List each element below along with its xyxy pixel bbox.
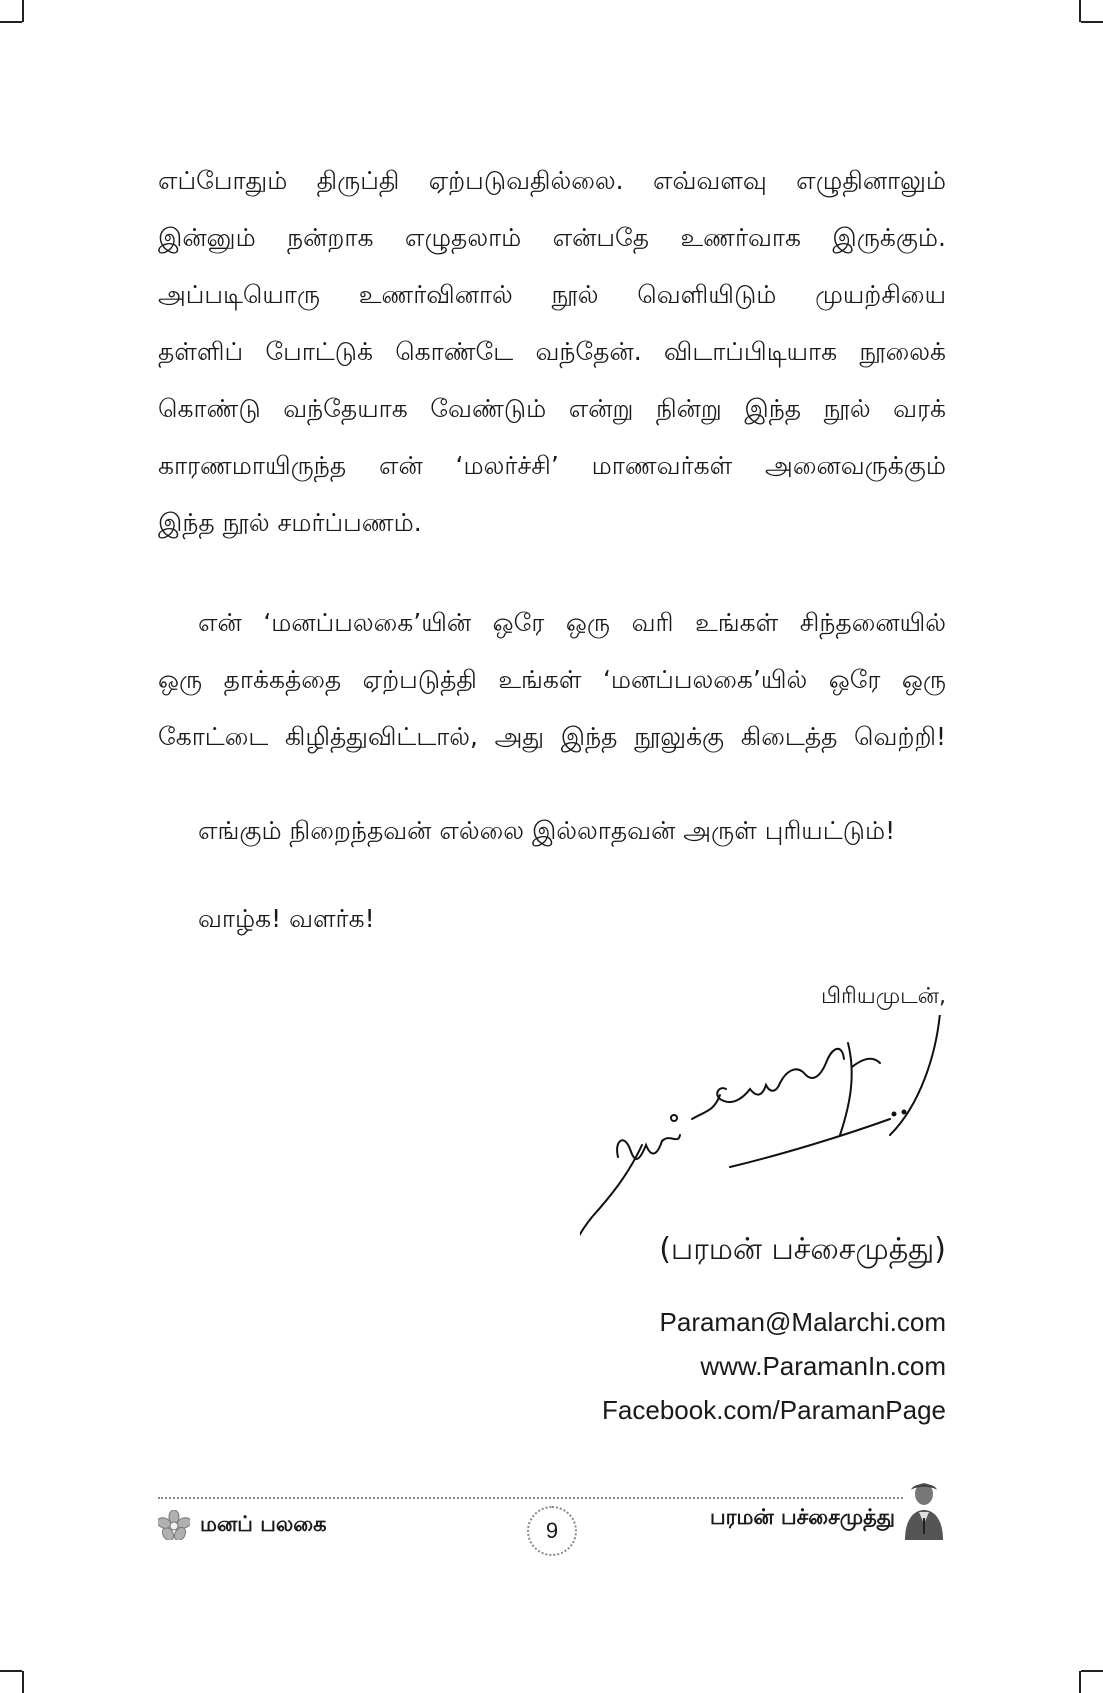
text-line: கொண்டு வந்தேயாக வேண்டும் என்று நின்று இந்த நூல் வரக் — [158, 394, 946, 423]
text-line: அப்படியொரு உணர்வினால் நூல் வெளியிடும் முயற்சியை — [158, 280, 946, 309]
crop-mark-top-right-v — [1079, 0, 1081, 22]
crop-mark-top-right-h — [1081, 21, 1103, 23]
paragraph-4 — [158, 890, 946, 947]
flower-icon — [158, 1510, 190, 1540]
text-line: கோட்டை கிழித்துவிட்டால், அது இந்த நூலுக்கு கிடைத்த வெற்றி! — [158, 722, 946, 751]
text-line: இன்னும் நன்றாக எழுதலாம் என்பதே உணர்வாக இருக்கும். — [158, 223, 946, 252]
text-line: காரணமாயிருந்த என் ‘மலர்ச்சி’ மாணவர்கள் அனைவருக்கும் — [158, 451, 946, 480]
footer-book-title — [158, 1510, 327, 1540]
website-text: www.ParamanIn.com — [700, 1351, 946, 1381]
facebook-text: Facebook.com/ParamanPage — [602, 1395, 946, 1425]
author-name: பரமன் பச்சைமுத்து — [709, 1505, 895, 1529]
text-line: தள்ளிப் போட்டுக் கொண்டே வந்தேன். விடாப்பிடியாக நூலைக் — [158, 337, 946, 366]
crop-mark-bottom-right-v — [1079, 1671, 1081, 1693]
email-text: Paraman@Malarchi.com — [659, 1307, 946, 1337]
text-line: எப்போதும் திருப்தி ஏற்படுவதில்லை. எவ்வளவு எழுதினாலும் — [158, 166, 946, 195]
paragraph-1 — [158, 152, 946, 551]
author-photo — [903, 1478, 945, 1540]
closing-text: பிரியமுடன், — [820, 984, 946, 1009]
crop-mark-top-left-h — [0, 21, 22, 23]
text-line: எங்கும் நிறைந்தவன் எல்லை இல்லாதவன் அருள் புரியட்டும்! — [198, 816, 896, 845]
text-line: என் ‘மனப்பலகை’யின் ஒரே ஒரு வரி உங்கள் சிந்தனையில் — [198, 608, 946, 637]
footer-author — [710, 1478, 945, 1540]
text-line: வாழ்க! வளர்க! — [198, 904, 375, 933]
contact-block — [602, 1300, 946, 1432]
crop-mark-top-left-v — [22, 0, 24, 22]
paragraph-2 — [158, 594, 946, 765]
crop-mark-bottom-right-h — [1081, 1670, 1103, 1672]
signature-image — [580, 1015, 950, 1265]
text-line: இந்த நூல் சமர்ப்பணம். — [158, 508, 422, 537]
page-number: 9 — [527, 1506, 577, 1556]
signature-name: (பரமன் பச்சைமுத்து) — [659, 1232, 946, 1267]
crop-mark-bottom-left-h — [0, 1670, 22, 1672]
crop-mark-bottom-left-v — [22, 1671, 24, 1693]
text-line: ஒரு தாக்கத்தை ஏற்படுத்தி உங்கள் ‘மனப்பலகை’யில் ஒரே ஒரு — [158, 665, 946, 694]
paragraph-3 — [158, 802, 946, 859]
book-title: மனப் பலகை — [200, 1511, 327, 1536]
